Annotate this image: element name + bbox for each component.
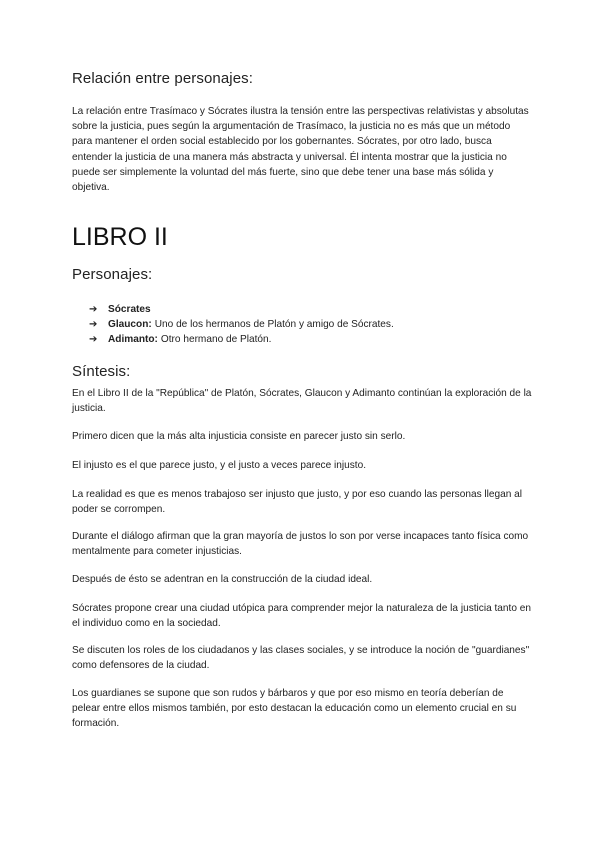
relations-paragraph: La relación entre Trasímaco y Sócrates ilustra la tensión entre las perspectivas relativistas y absolutas sobre la justicia, pues según la argumentación de Trasímaco, la justicia no es más que un método para mantener el orden social establecido por los gobernantes. Sócrates, por otro lado, busca entender la justicia de una manera más abstracta y universal. Él intenta mostrar que la justicia no puede ser simplemente la voluntad del más fuerte, sino que debe tener una base más sólida y objetiva. <box>72 106 529 194</box>
arrow-right-icon: ➔ <box>89 334 98 346</box>
character-name: Glaucon: <box>108 319 152 331</box>
synthesis-paragraph: Los guardianes se supone que son rudos y bárbaros y que por eso mismo en teoría deberían de pelear entre ellos mismos también, por esto destacan la educación como un elemento crucial en su formación. <box>72 688 517 730</box>
book-title: LIBRO II <box>72 223 168 251</box>
synthesis-paragraph: Se discuten los roles de los ciudadanos y las clases sociales, y se introduce la noción de "guardianes" como defensores de la ciudad. <box>72 645 530 672</box>
list-item <box>89 332 394 347</box>
character-name: Adimanto: <box>108 334 158 346</box>
synthesis-paragraph: En el Libro II de la "República" de Platón, Sócrates, Glaucon y Adimanto continúan la exploración de la justicia. <box>72 388 532 415</box>
synthesis-paragraph: El injusto es el que parece justo, y el justo a veces parece injusto. <box>72 460 367 471</box>
arrow-right-icon: ➔ <box>89 304 98 315</box>
synthesis-paragraph: Sócrates propone crear una ciudad utópica para comprender mejor la naturaleza de la justicia tanto en el individuo como en la sociedad. <box>72 603 531 630</box>
characters-list <box>89 302 394 348</box>
section-heading-synthesis: Síntesis: <box>72 363 131 380</box>
character-description: Uno de los hermanos de Platón y amigo de Sócrates. <box>154 319 394 331</box>
list-item <box>89 302 394 317</box>
list-item <box>89 317 394 332</box>
synthesis-paragraph: Primero dicen que la más alta injusticia consiste en parecer justo sin serlo. <box>72 431 406 442</box>
synthesis-paragraph: La realidad es que es menos trabajoso ser injusto que justo, y por eso cuando las personas llegan al poder se corrompen. <box>72 489 523 516</box>
character-description: Otro hermano de Platón. <box>160 334 272 346</box>
synthesis-paragraph: Después de ésto se adentran en la construcción de la ciudad ideal. <box>72 574 373 585</box>
synthesis-paragraph: Durante el diálogo afirman que la gran mayoría de justos lo son por verse incapaces tanto física como mentalmente para cometer injusticias. <box>72 531 529 558</box>
arrow-right-icon: ➔ <box>89 319 98 331</box>
section-heading-relations: Relación entre personajes: <box>72 70 254 87</box>
character-name: Sócrates <box>108 304 151 315</box>
section-heading-characters: Personajes: <box>72 266 153 283</box>
